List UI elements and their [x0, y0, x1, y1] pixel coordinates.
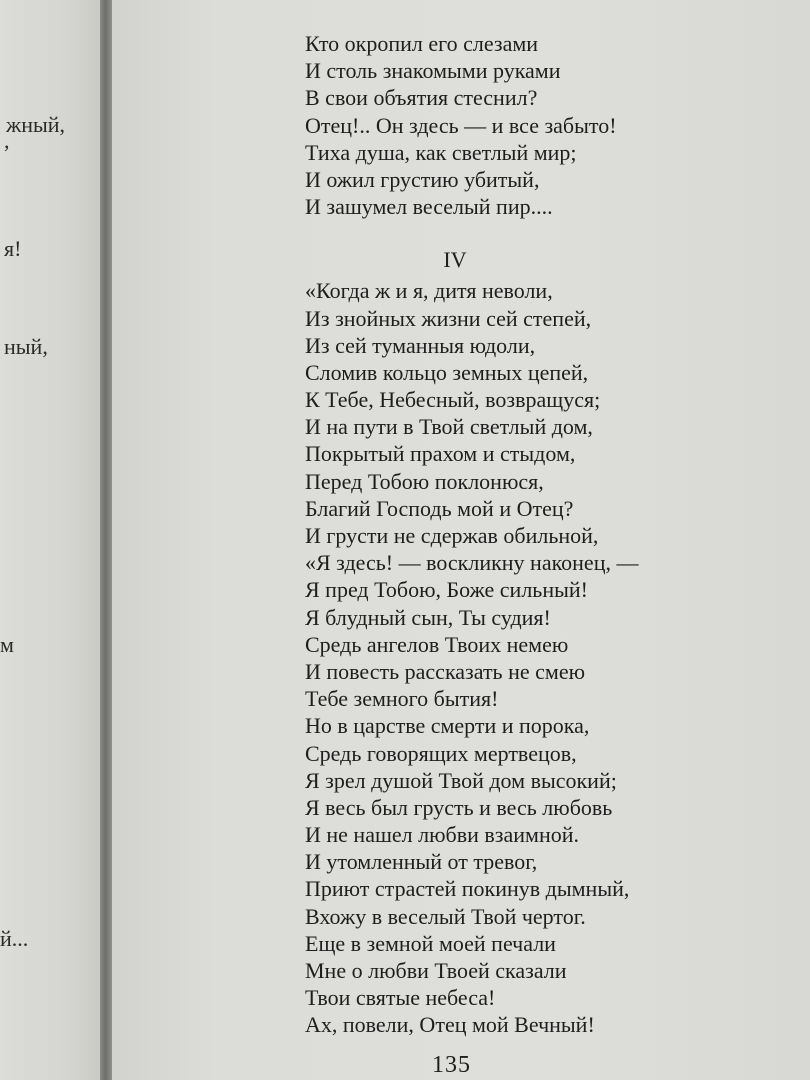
poem-line: Приют страстей покинув дымный,	[305, 876, 630, 902]
left-page-fragment: ,	[4, 128, 10, 153]
poem-line: Тиха душа, как светлый мир;	[305, 139, 577, 165]
poem-line: «Когда ж и я, дитя неволи,	[305, 278, 553, 304]
poem-line: И не нашел любви взаимной.	[305, 822, 580, 848]
stanza-iv	[305, 277, 775, 1038]
right-page	[112, 0, 810, 1080]
poem-line: Еще в земной моей печали	[305, 930, 556, 956]
left-page-fragment: я!	[4, 236, 22, 261]
poem-line: Благий Господь мой и Отец?	[305, 495, 574, 521]
poem-line: И столь знакомыми руками	[305, 58, 561, 84]
left-page-fragment: й...	[0, 926, 29, 951]
poem-line: И зашумел веселый пир....	[305, 194, 553, 220]
poem-line: Ах, повели, Отец мой Вечный!	[305, 1012, 595, 1038]
poem-line: И утомленный от тревог,	[305, 849, 538, 875]
poem-line: И на пути в Твой светлый дом,	[305, 414, 593, 440]
poem-line: В свои объятия стеснил?	[305, 85, 538, 111]
poem-line: Отец!.. Он здесь — и все забыто!	[305, 112, 617, 138]
poem-text	[305, 30, 775, 1039]
poem-line: Твои святые небеса!	[305, 985, 496, 1011]
poem-line: Я пред Тобою, Боже сильный!	[305, 577, 588, 603]
poem-line: И повесть рассказать не смею	[305, 658, 586, 684]
poem-line: Вхожу в веселый Твой чертог.	[305, 903, 586, 929]
poem-line: Сломив кольцо земных цепей,	[305, 359, 589, 385]
left-page-fragment: ный,	[4, 334, 48, 359]
poem-line: Из сей туманныя юдоли,	[305, 332, 536, 358]
left-page-fragment: жный,	[6, 112, 66, 137]
poem-line: Средь говорящих мертвецов,	[305, 740, 577, 766]
left-page	[0, 0, 103, 1080]
poem-line: Тебе земного бытия!	[305, 686, 499, 712]
poem-line: Я блудный сын, Ты судия!	[305, 604, 551, 630]
poem-line: «Я здесь! — воскликну наконец, —	[305, 550, 639, 576]
section-number: IV	[443, 247, 467, 273]
poem-line: Но в царстве смерти и порока,	[305, 713, 590, 739]
poem-line: Из знойных жизни сей степей,	[305, 305, 592, 331]
poem-line: И грусти не сдержав обильной,	[305, 523, 599, 548]
stanza-top	[305, 30, 775, 220]
poem-line: Мне о любви Твоей сказали	[305, 958, 567, 983]
poem-line: К Тебе, Небесный, возвращуся;	[305, 387, 601, 413]
poem-line: И ожил грустию убитый,	[305, 166, 540, 192]
poem-line: Средь ангелов Твоих немею	[305, 631, 569, 657]
poem-line: Кто окропил его слезами	[305, 31, 539, 56]
poem-line: Перед Тобою поклонюся,	[305, 468, 544, 494]
left-page-fragment: м	[0, 632, 14, 657]
poem-line: Покрытый прахом и стыдом,	[305, 441, 576, 467]
poem-line: Я зрел душой Твой дом высокий;	[305, 767, 617, 793]
poem-line: Я весь был грусть и весь любовь	[305, 794, 613, 820]
page-number: 135	[432, 1052, 471, 1078]
